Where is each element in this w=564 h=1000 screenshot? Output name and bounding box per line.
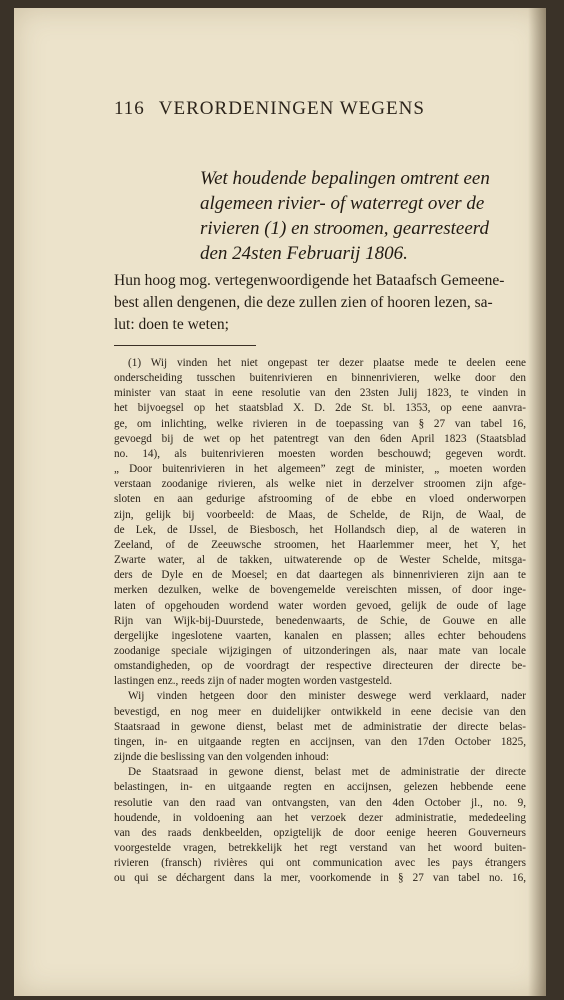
title-line: algemeen rivier- of waterregt over de (200, 193, 485, 214)
footnote-line: zijn, gelijk bij voorbeeld: de Maas, de Schelde, de Rijn, de Waal, de (114, 508, 526, 521)
footnote-line: lastingen enz., reeds zijn of nader mogten worden vastgesteld. (114, 675, 393, 688)
footnote-line: laten of opgehouden wordend water worden gevoed, gelijk de oude of lage (114, 599, 526, 612)
footnote-line: Zeeland, of de Zeeuwsche stroomen, het Haarlemmer meer, het Y, het (114, 538, 526, 551)
footnote-line: het bijvoegsel op het staatsblad X. D. 2de St. bl. 1353, op eene aanvra- (114, 402, 526, 415)
footnote-line: belastingen, in- en uitgaande regten en accijnsen, gelezen hebbende eene (114, 781, 526, 794)
footnote-line: omstandigheden, op de voordragt der respective directeuren der directe be- (114, 660, 526, 673)
footnote-line: zoodanige speciale wijzigingen of uitzonderingen als, naar mate van locale (114, 644, 526, 657)
footnote-line: van des raads denkbeelden, opzigtelijk de door eenige heeren Gouverneurs (114, 826, 526, 839)
footnote-line: minister van staat in eene resolutie van den 23sten Julij 1823, te vinden in (114, 387, 526, 400)
footnote-line: zijnde die beslissing van den volgenden inhoud: (114, 751, 330, 764)
preamble-line: Hun hoog mog. vertegenwoordigende het Bataafsch Gemeene- (114, 272, 505, 289)
title-line: den 24sten Februarij 1806. (200, 243, 408, 264)
footnote-line: sloten en aan gedurige afstrooming of de ebbe en vloed onderworpen (114, 493, 526, 506)
page-number: 116 (114, 98, 145, 119)
footnote-line: bevestigd, en nog meer en duidelijker ontwikkeld in eene decisie van den (114, 705, 526, 718)
footnote-line: resolutie van den raad van ontvangsten, van den 4den October jl., no. 9, (114, 796, 526, 809)
page-gutter-shadow (528, 8, 546, 996)
footnote-line: onderscheiding tusschen buitenrivieren en binnenrivieren, welke door den (114, 372, 526, 385)
footnote-line: Staatsraad in gewone dienst, belast met de administratie der directe belas- (114, 720, 526, 733)
footnote-line: gevoegd bij de wet op het patentregt van den 6den April 1823 (Staatsblad (114, 432, 526, 445)
law-title (200, 166, 525, 266)
preamble (114, 270, 526, 336)
footnote-line: no. 14), als buitenrivieren moesten worden beschouwd; gegeven wordt. (114, 447, 526, 460)
title-line: Wet houdende bepalingen omtrent een (200, 168, 490, 189)
title-line: rivieren (1) en stroomen, gearresteerd (200, 218, 489, 239)
preamble-line: lut: doen te weten; (114, 316, 229, 333)
preamble-line: best allen dengenen, die deze zullen zien of hooren lezen, sa- (114, 294, 493, 311)
footnote-separator (114, 345, 256, 346)
footnote-line: houdende, in voldoening aan het verzoek dezer administratie, mededeeling (114, 811, 526, 824)
footnote-line: verstaan zoodanige rivieren, als welke niet in derzelver stroomen zijn afge- (114, 478, 526, 491)
footnote-line: Rijn van Wijk-bij-Duurstede, benedenwaarts, de Schie, de Gouwe en alle (114, 614, 526, 627)
footnote-line: „ Door buitenrivieren in het algemeen” zegt de minister, „ moeten worden (114, 463, 526, 476)
footnote-line: ou qui se déchargent dans la mer, voorkomende in § 27 van tabel no. 16, (114, 872, 526, 885)
footnote-line: Wij vinden hetgeen door den minister deswege werd verklaard, nader (128, 690, 526, 703)
footnote-line: Zwarte water, al de takken, uitwaterende op de Wester Schelde, mitsga- (114, 554, 526, 567)
footnote-line: (1) Wij vinden het niet ongepast ter dezer plaatse mede te deelen eene (128, 357, 526, 369)
footnote-line: rivieren (fransch) rivières qui ont communication avec les pays étrangers (114, 857, 526, 870)
footnote-line: De Staatsraad in gewone dienst, belast met de administratie der directe (128, 766, 526, 779)
footnote-line: de Lek, de IJssel, de Biesbosch, het Hollandsch diep, al de wateren in (114, 523, 526, 536)
book-page (14, 8, 546, 996)
running-header (114, 98, 484, 120)
footnote-line: tingen, in- en uitgaande regten en accijnsen, van den 17den October 1825, (114, 735, 526, 748)
footnote (114, 356, 526, 886)
footnote-line: voorgestelde vragen, betrekkelijk het regt verstand van het woord buiten- (114, 842, 526, 854)
footnote-line: dergelijke ingeslotene vaarten, kanalen en plassen; alles echter behoudens (114, 629, 526, 642)
footnote-line: ge, om inlichting, welke rivieren in de toepassing van § 27 van tabel 16, (114, 417, 526, 430)
running-title: VERORDENINGEN WEGENS (158, 98, 425, 119)
footnote-line: merken dezulken, welke de bovengemelde vereischten missen, of door inge- (114, 584, 526, 597)
footnote-line: ders de Dyle en de Moesel; en dat daartegen als binnenrivieren zijn aan te (114, 569, 526, 582)
